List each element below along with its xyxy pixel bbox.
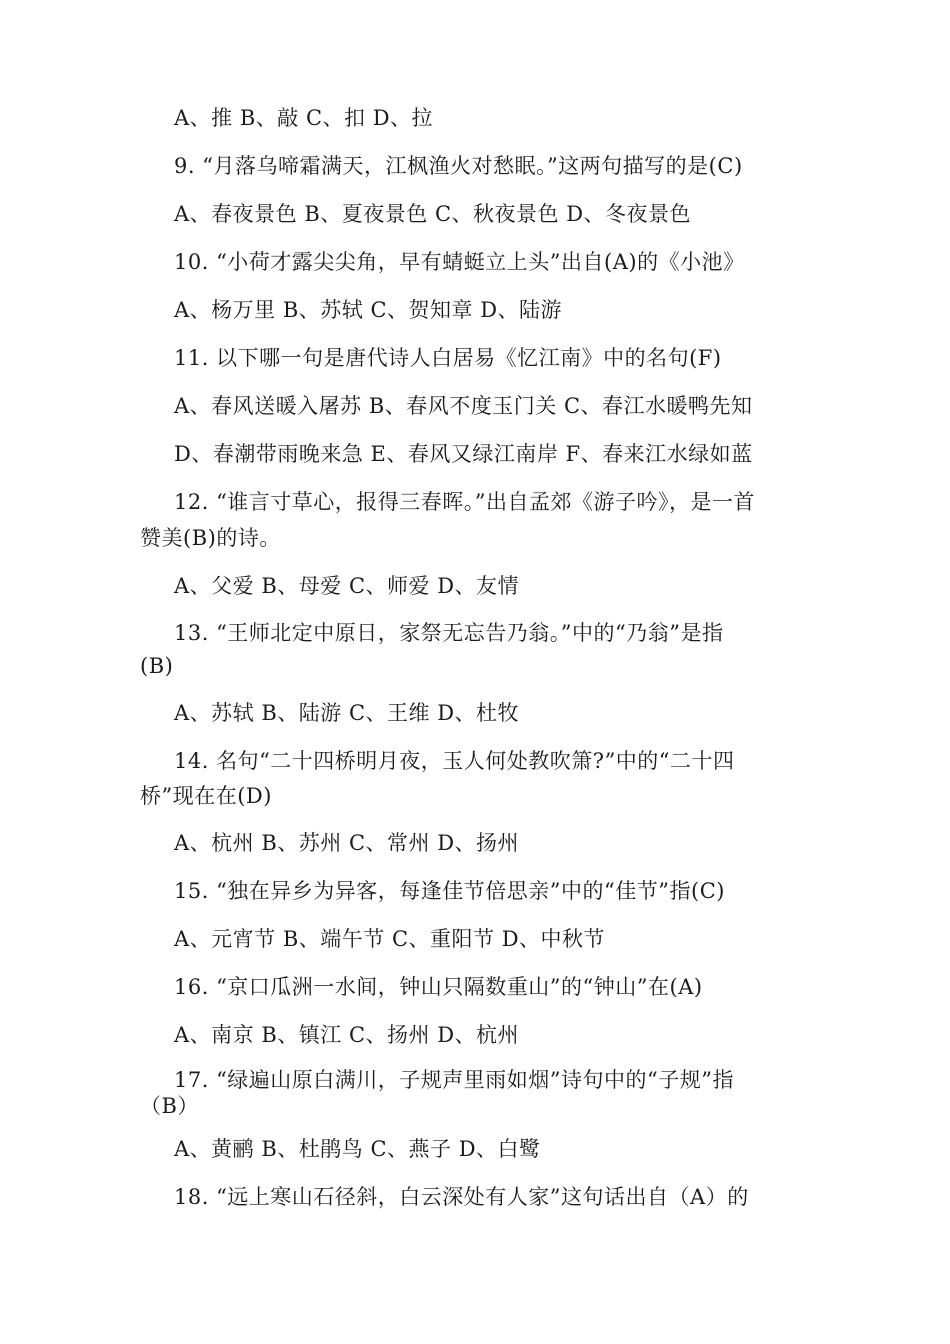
q15-question: 15. “独在异乡为异客，每逢佳节倍思亲”中的“佳节”指(C) (174, 879, 725, 903)
q9-question: 9. “月落乌啼霜满天，江枫渔火对愁眠。”这两句描写的是(C) (174, 154, 743, 178)
q13-options: A、苏轼 B、陆游 C、王维 D、杜牧 (174, 701, 520, 725)
q14-options: A、杭州 B、苏州 C、常州 D、扬州 (174, 831, 520, 855)
q17-options: A、黄鹂 B、杜鹃鸟 C、燕子 D、白鹭 (174, 1137, 541, 1161)
q10-question: 10. “小荷才露尖尖角，早有蜻蜓立上头”出自(A)的《小池》 (174, 250, 745, 274)
q16-question: 16. “京口瓜洲一水间，钟山只隔数重山”的“钟山”在(A) (174, 975, 703, 999)
q14-question-cont: 桥”现在在(D) (140, 784, 272, 808)
q12-options: A、父爱 B、母爱 C、师爱 D、友情 (174, 574, 520, 598)
q10-options: A、杨万里 B、苏轼 C、贺知章 D、陆游 (174, 298, 563, 322)
q8-options: A、推 B、敲 C、扣 D、拉 (174, 106, 434, 130)
q13-question-cont: (B) (140, 654, 174, 678)
q14-question: 14. 名句“二十四桥明月夜，玉人何处教吹箫?”中的“二十四 (174, 749, 735, 773)
q11-question: 11. 以下哪一句是唐代诗人白居易《忆江南》中的名句(F) (174, 346, 722, 370)
q16-options: A、南京 B、镇江 C、扬州 D、杭州 (174, 1023, 520, 1047)
q15-options: A、元宵节 B、端午节 C、重阳节 D、中秋节 (174, 927, 606, 951)
q9-options: A、春夜景色 B、夏夜景色 C、秋夜景色 D、冬夜景色 (174, 202, 692, 226)
q11-options-1: A、春风送暖入屠苏 B、春风不度玉门关 C、春江水暖鸭先知 (174, 394, 753, 418)
q12-question-cont: 赞美(B)的诗。 (140, 526, 281, 550)
q12-question: 12. “谁言寸草心，报得三春晖。”出自孟郊《游子吟》，是一首 (174, 490, 756, 514)
q17-question: 17. “绿遍山原白满川，子规声里雨如烟”诗句中的“子规”指 (174, 1068, 735, 1092)
q13-question: 13. “王师北定中原日，家祭无忘告乃翁。”中的“乃翁”是指 (174, 621, 724, 645)
q17-question-cont: （B） (140, 1094, 199, 1118)
q11-options-2: D、春潮带雨晚来急 E、春风又绿江南岸 F、春来江水绿如蓝 (174, 442, 753, 466)
q18-question: 18. “远上寒山石径斜，白云深处有人家”这句话出自（A）的 (174, 1185, 749, 1209)
